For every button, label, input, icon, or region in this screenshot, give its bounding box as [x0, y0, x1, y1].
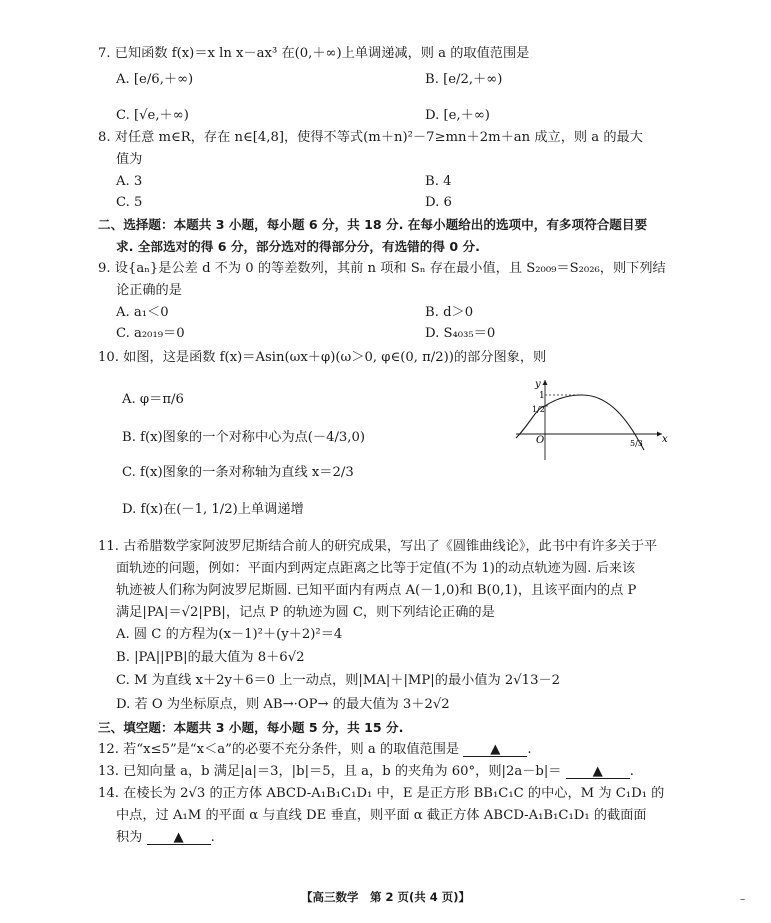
- q12-answer-blank[interactable]: [463, 743, 527, 757]
- triangle-icon: ▲: [173, 830, 184, 845]
- q7-option-b: B. [e/2,＋∞): [425, 72, 503, 87]
- section-2-heading-cont: 求. 全部选对的得 6 分，部分选对的得部分分，有选错的得 0 分.: [116, 239, 480, 254]
- triangle-icon: ▲: [592, 764, 603, 779]
- sine-graph-figure: [512, 376, 672, 462]
- q14-stem-2: 中点，过 A₁M 的平面 α 与直线 DE 垂直，则平面 α 截正方体 ABCD-A₁B₁C₁D₁ 的截面面: [116, 808, 647, 823]
- q7-option-d: D. [e,＋∞): [425, 108, 490, 123]
- q9-option-a: A. a₁＜0: [116, 305, 169, 320]
- q9-option-d: D. S₄₀₃₅＝0: [425, 326, 496, 341]
- q12-text: 12. 若“x≤5”是“x＜a”的必要不充分条件，则 a 的取值范围是: [98, 742, 460, 757]
- y-axis-arrow: [543, 380, 548, 385]
- q12-period: .: [527, 742, 532, 757]
- q10-stem: 10. 如图，这是函数 f(x)＝Asin(ωx＋φ)(ω＞0, φ∈(0, π/2))的部分图象，则: [98, 350, 547, 365]
- q14-period: .: [210, 830, 215, 845]
- q10-option-c: C. f(x)图象的一条对称轴为直线 x＝2/3: [122, 465, 354, 480]
- q7-stem: 7. 已知函数 f(x)＝x ln x－ax³ 在(0,＋∞)上单调递减，则 a 的取值范围是: [98, 46, 530, 61]
- q10-option-a: A. φ＝π/6: [122, 392, 184, 407]
- q13-text: 13. 已知向量 a，b 满足|a|＝3，|b|＝5，且 a，b 的夹角为 60°，则|2a－b|＝: [98, 764, 562, 779]
- corner-mark: –: [740, 894, 745, 905]
- q13-stem: [98, 764, 634, 781]
- q10-option-b: B. f(x)图象的一个对称中心为点(－4/3,0): [122, 430, 366, 445]
- q11-stem-1: 11. 古希腊数学家阿波罗尼斯结合前人的研究成果，写出了《圆锥曲线论》，此书中有许多关于平: [98, 539, 658, 554]
- q8-option-c: C. 5: [116, 195, 143, 210]
- y-axis-label: y: [535, 379, 541, 390]
- q8-option-b: B. 4: [425, 174, 452, 189]
- q11-stem-4: 满足|PA|＝√2|PB|，记点 P 的轨迹为圆 C，则下列结论正确的是: [116, 605, 495, 620]
- x-axis-label: x: [662, 434, 668, 445]
- q8-option-a: A. 3: [116, 174, 143, 189]
- q11-option-b: B. |PA||PB|的最大值为 8＋6√2: [116, 650, 305, 665]
- section-2-heading: 二、选择题：本题共 3 小题，每小题 6 分，共 18 分. 在每小题给出的选项中，有多项符合题目要: [98, 217, 648, 232]
- section-3-heading: 三、填空题：本题共 3 小题，每小题 5 分，共 15 分.: [98, 720, 404, 735]
- q7-option-c: C. [√e,＋∞): [116, 108, 189, 123]
- q12-stem: [98, 742, 532, 759]
- y-tick-1: 1: [539, 391, 545, 401]
- q11-option-d: D. 若 O 为坐标原点，则 AB→·OP→ 的最大值为 3＋2√2: [116, 697, 450, 712]
- triangle-icon: ▲: [490, 742, 501, 757]
- q10-option-d: D. f(x)在(－1, 1/2)上单调递增: [122, 502, 304, 517]
- q13-answer-blank[interactable]: [566, 765, 630, 779]
- origin-label: O: [536, 435, 545, 446]
- q8-stem: 8. 对任意 m∈R，存在 n∈[4,8]，使得不等式(m＋n)²－7≥mn＋2m＋an 成立，则 a 的最大: [98, 130, 643, 145]
- q11-stem-2: 面轨迹的问题，例如：平面内到两定点距离之比等于定值(不为 1)的动点轨迹为圆. 后来该: [116, 561, 636, 576]
- q9-option-c: C. a₂₀₁₉＝0: [116, 326, 185, 341]
- q11-option-c: C. M 为直线 x＋2y＋6＝0 上一动点，则|MA|＋|MP|的最小值为 2√13－2: [116, 673, 561, 688]
- q9-option-b: B. d＞0: [425, 305, 474, 320]
- q7-option-a: A. [e/6,＋∞): [116, 72, 194, 87]
- q13-period: .: [629, 764, 634, 779]
- x-tick-5-3: 5/3: [630, 439, 643, 448]
- q11-stem-3: 轨迹被人们称为阿波罗尼斯圆. 已知平面内有两点 A(－1,0)和 B(0,1)，且该平面内的点 P: [116, 583, 637, 598]
- q14-text: 积为: [116, 830, 143, 845]
- q8-option-d: D. 6: [425, 195, 452, 210]
- q9-stem: 9. 设{aₙ}是公差 d 不为 0 的等差数列，其前 n 项和 Sₙ 存在最小值，且 S₂₀₀₉＝S₂₀₂₆，则下列结: [98, 261, 666, 276]
- q14-answer-blank[interactable]: [147, 831, 211, 845]
- q14-stem-1: 14. 在棱长为 2√3 的正方体 ABCD-A₁B₁C₁D₁ 中，E 是正方形 BB₁C₁C 的中心，M 为 C₁D₁ 的: [98, 786, 665, 801]
- q11-option-a: A. 圆 C 的方程为(x－1)²＋(y＋2)²＝4: [116, 627, 343, 642]
- q14-stem-3: [116, 830, 215, 847]
- y-tick-half: 1/2: [532, 405, 545, 414]
- q8-stem-cont: 值为: [116, 152, 143, 167]
- page-footer: 【高三数学 第 2 页(共 4 页)】: [300, 890, 471, 904]
- q9-stem-cont: 论正确的是: [116, 283, 182, 298]
